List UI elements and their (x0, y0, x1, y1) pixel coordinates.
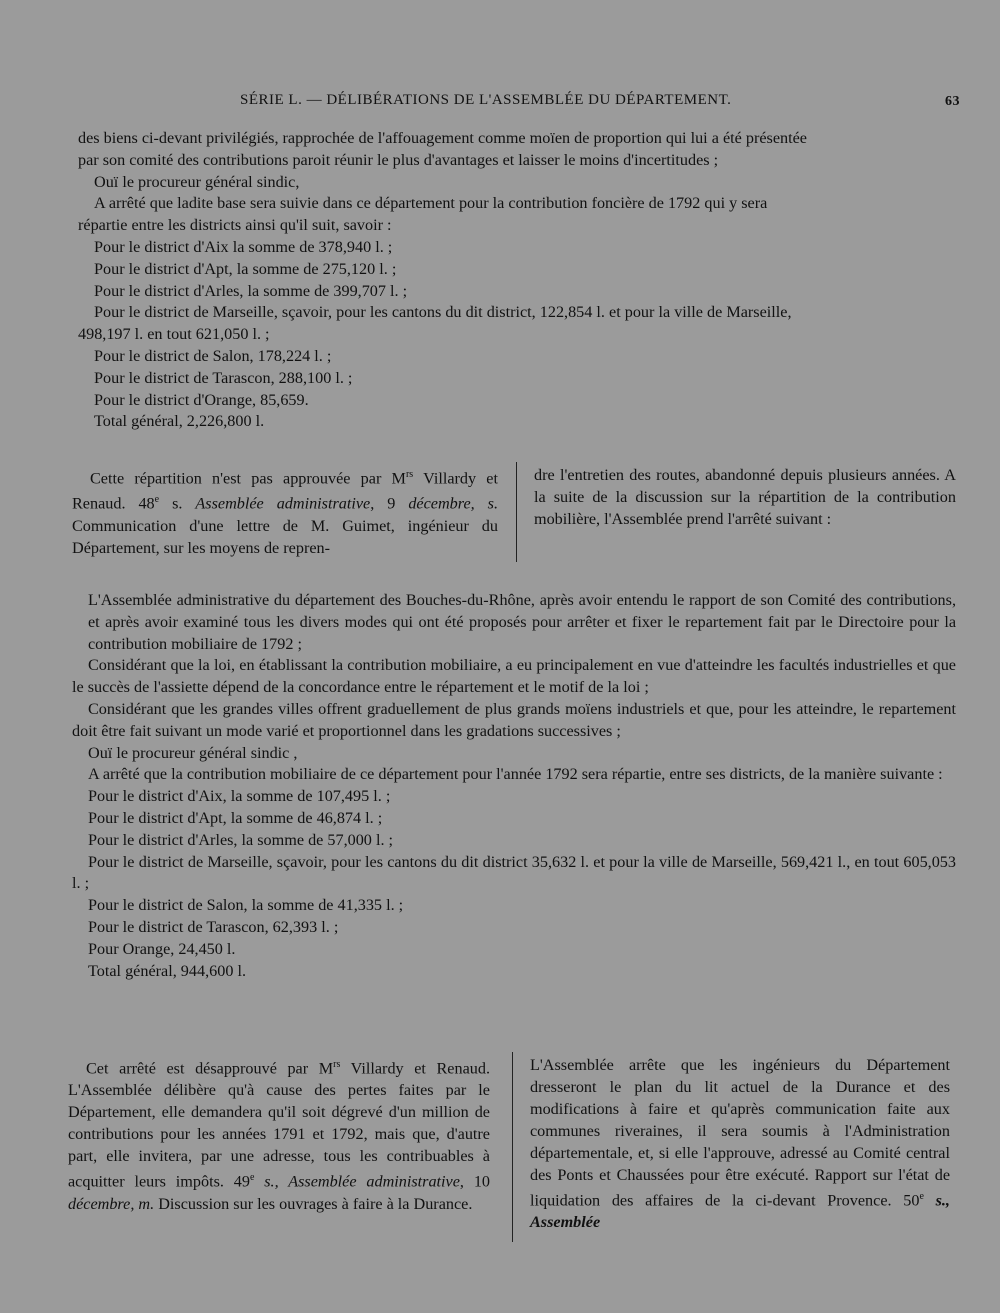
total-line: Total général, 944,600 l. (88, 961, 247, 980)
paragraph: Considérant que les grandes villes offrent graduellement de plus grands moïens industriels et que, pour les atteindre, le repartement doit être fait suivant un mode varié et proportionnel dans les gradations successives ; (72, 699, 956, 740)
district-line: Pour le district d'Orange, 85,659. (94, 390, 309, 409)
total-line: Total général, 2,226,800 l. (94, 412, 265, 431)
district-line: Pour le district de Marseille, sçavoir, pour les cantons du dit district 35,632 l. et pour la ville de Marseille, 569,421 l., en tout 605,053 l. ; (72, 852, 956, 893)
section-mobiliaire (72, 590, 956, 982)
text-line: A arrêté que ladite base sera suivie dans ce département pour la contribution foncière de 1792 qui y sera (94, 194, 768, 213)
page-header (0, 88, 1000, 114)
paragraph: Considérant que la loi, en établissant la contribution mobiliaire, a eu principalement en vue d'atteindre les facultés industrielles et que le succès de l'assiette dépend de la concordance entre le répartement et le motif de la loi ; (72, 656, 956, 697)
paragraph: Cette répartition n'est pas approuvée par $M^{rs}$ Villardy et Renaud. 48e s. Assemblée administrative, 9 décembre, s. Communication d'une lettre de M. Guimet, ingénieur du Département, sur les moyens de repren- (72, 469, 499, 557)
column-right (530, 1054, 950, 1233)
district-line: Pour le district de Marseille, sçavoir, pour les cantons du dit district, 122,854 l. et pour la ville de Marseille, (94, 303, 792, 322)
district-line: Pour le district d'Apt, la somme de 46,874 l. ; (88, 808, 383, 827)
district-line: Pour le district de Salon, la somme de 41,335 l. ; (88, 896, 404, 915)
district-line: Pour le district d'Aix la somme de 378,940 l. ; (94, 237, 393, 256)
text-line: par son comité des contributions paroit réunir le plus d'avantages et laisser le moins d'incertitudes ; (78, 150, 719, 169)
column-divider (512, 1052, 513, 1242)
district-line: Pour le district d'Apt, la somme de 275,120 l. ; (94, 259, 397, 278)
running-title: SÉRIE L. — DÉLIBÉRATIONS DE L'ASSEMBLÉE DU DÉPARTEMENT. (240, 92, 732, 108)
paragraph: L'Assemblée administrative du département des Bouches-du-Rhône, après avoir entendu le rapport de son Comité des contributions, et après avoir examiné tous les divers modes qui ont été proposés pour arrêter et fixer le repartement fait par le Directoire pour la contribution mobiliaire de 1792 ; (88, 591, 956, 653)
paragraph: A arrêté que la contribution mobiliaire de ce département pour l'année 1792 sera répartie, entre ses districts, de la manière suivante : (88, 765, 943, 784)
paragraph: Cet arrêté est désapprouvé par $M^{rs}$ Villardy et Renaud. L'Assemblée délibère qu'à cause des pertes faites par le Département, elle demandera qu'il soit dégrevé d'un million de contributions pour les années 1791 et 1792, mais que, d'autre part, elle invitera, par une adresse, tous les contribuables à acquitter leurs impôts. 49e s., Assemblée administrative, 10 décembre, m. Discussion sur les ouvrages à faire à la Durance. (68, 1059, 491, 1213)
text-line: Ouï le procureur général sindic, (94, 172, 300, 191)
section-fonciere (78, 128, 968, 433)
text-line: des biens ci-devant privilégiés, rapprochée de l'affouagement comme moïen de proportion qui lui a été présentée (78, 129, 807, 147)
column-divider (516, 462, 517, 562)
paragraph: Ouï le procureur général sindic , (88, 743, 298, 762)
two-column-block-1 (72, 464, 962, 564)
district-line: Pour Orange, 24,450 l. (88, 939, 236, 958)
paragraph: L'Assemblée arrête que les ingénieurs du Département dresseront le plan du lit actuel de la Durance et des modifications à faire et qu'après communication faite aux communes riveraines, il sera soumis à l'Administration départementale, et, si elle l'approuve, adressé au Comité central des Ponts et Chaussées pour être exécuté. Rapport sur l'état de liquidation des affaires de la ci-devant Provence. 50e s., Assemblée (530, 1056, 950, 1232)
district-line: Pour le district de Tarascon, 62,393 l. ; (88, 917, 339, 936)
column-right (534, 464, 956, 530)
page-number: 63 (945, 94, 960, 109)
paragraph: dre l'entretien des routes, abandonné depuis plusieurs années. A la suite de la discussion sur la répartition de la contribution mobilière, l'Assemblée prend l'arrêté suivant : (534, 466, 956, 528)
district-line: Pour le district d'Arles, la somme de 57,000 l. ; (88, 830, 394, 849)
column-left (68, 1054, 490, 1215)
district-line: 498,197 l. en tout 621,050 l. ; (78, 325, 270, 344)
column-left (72, 464, 498, 559)
two-column-block-2 (68, 1054, 958, 1234)
text-line: répartie entre les districts ainsi qu'il suit, savoir : (78, 216, 392, 235)
district-line: Pour le district d'Aix, la somme de 107,495 l. ; (88, 787, 391, 806)
district-line: Pour le district de Salon, 178,224 l. ; (94, 346, 332, 365)
district-line: Pour le district d'Arles, la somme de 399,707 l. ; (94, 281, 408, 300)
district-line: Pour le district de Tarascon, 288,100 l. ; (94, 368, 353, 387)
